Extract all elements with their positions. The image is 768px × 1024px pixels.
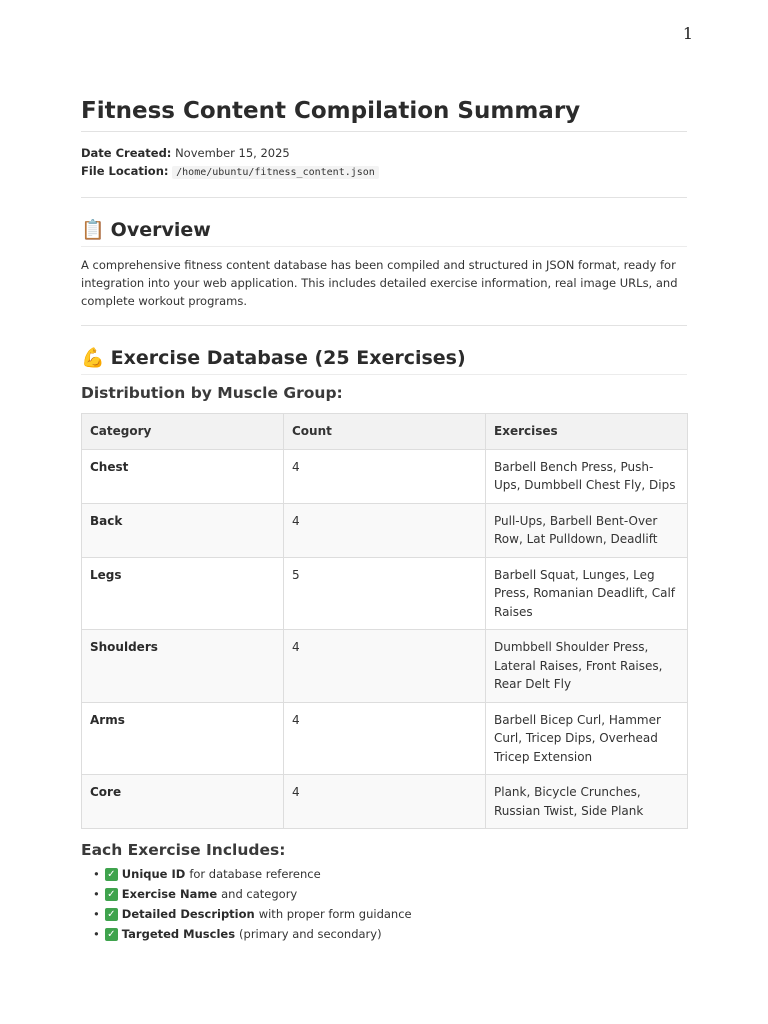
category-cell: Legs: [82, 557, 284, 630]
count-cell: 4: [284, 702, 486, 775]
exercises-cell: Dumbbell Shoulder Press, Lateral Raises, Front Raises, Rear Delt Fly: [486, 630, 688, 703]
includes-list: [81, 864, 687, 944]
category-cell: Shoulders: [82, 630, 284, 703]
date-created-line: [81, 144, 687, 162]
distribution-heading: Distribution by Muscle Group:: [81, 384, 343, 402]
page-number: 1: [682, 24, 693, 43]
count-cell: 4: [284, 449, 486, 503]
category-cell: Chest: [82, 449, 284, 503]
list-item: [81, 904, 687, 924]
exercises-cell: Barbell Bench Press, Push-Ups, Dumbbell Chest Fly, Dips: [486, 449, 688, 503]
clipboard-icon: 📋: [81, 219, 105, 241]
table-row: [82, 702, 688, 775]
section-divider: [81, 325, 687, 326]
bullet: •: [93, 927, 100, 941]
overview-text: A comprehensive fitness content database has been compiled and structured in JSON format, ready for integration into your web application. This includes detailed exercise information, real image URLs, and complete workout programs.: [81, 258, 678, 308]
bullet: •: [93, 867, 100, 881]
includes-heading: Each Exercise Includes:: [81, 841, 286, 859]
exercises-cell: Pull-Ups, Barbell Bent-Over Row, Lat Pulldown, Deadlift: [486, 503, 688, 557]
exercises-cell: Barbell Bicep Curl, Hammer Curl, Tricep Dips, Overhead Tricep Extension: [486, 702, 688, 775]
count-cell: 4: [284, 775, 486, 829]
list-item-bold: Exercise Name: [121, 887, 218, 901]
list-item: [81, 864, 687, 884]
check-mark-icon: ✓: [105, 868, 118, 881]
category-cell: Back: [82, 503, 284, 557]
exercises-cell: Barbell Squat, Lunges, Leg Press, Romanian Deadlift, Calf Raises: [486, 557, 688, 630]
list-item-text: and category: [221, 887, 298, 901]
table-row: [82, 449, 688, 503]
overview-heading: [81, 218, 687, 247]
count-cell: 4: [284, 503, 486, 557]
count-cell: 4: [284, 630, 486, 703]
table-row: [82, 557, 688, 630]
column-header-category: Category: [82, 414, 284, 450]
file-location-value: /home/ubuntu/fitness_content.json: [172, 166, 379, 179]
table-row: [82, 775, 688, 829]
document-body: [81, 98, 687, 944]
table-row: [82, 503, 688, 557]
check-mark-icon: ✓: [105, 908, 118, 921]
bullet: •: [93, 887, 100, 901]
exercise-database-heading: [81, 346, 687, 375]
date-created-value: November 15, 2025: [175, 146, 290, 160]
list-item-text: with proper form guidance: [258, 907, 412, 921]
column-header-count: Count: [284, 414, 486, 450]
list-item: [81, 884, 687, 904]
check-mark-icon: ✓: [105, 928, 118, 941]
exercises-cell: Plank, Bicycle Crunches, Russian Twist, Side Plank: [486, 775, 688, 829]
category-cell: Core: [82, 775, 284, 829]
list-item-bold: Detailed Description: [121, 907, 255, 921]
file-location-line: [81, 162, 687, 182]
page-title: Fitness Content Compilation Summary: [81, 98, 687, 132]
column-header-exercises: Exercises: [486, 414, 688, 450]
category-cell: Arms: [82, 702, 284, 775]
file-location-label: File Location:: [81, 164, 169, 178]
check-mark-icon: ✓: [105, 888, 118, 901]
section-divider: [81, 197, 687, 198]
exercise-database-heading-text: Exercise Database (25 Exercises): [110, 346, 466, 369]
count-cell: 5: [284, 557, 486, 630]
overview-heading-text: Overview: [110, 218, 211, 241]
table-row: [82, 630, 688, 703]
document-meta: [81, 144, 687, 182]
date-created-label: Date Created:: [81, 146, 172, 160]
table-header-row: [82, 414, 688, 450]
list-item: [81, 924, 687, 944]
list-item-bold: Targeted Muscles: [121, 927, 236, 941]
muscle-group-table: [81, 413, 688, 829]
bullet: •: [93, 907, 100, 921]
list-item-text: (primary and secondary): [239, 927, 382, 941]
flexed-biceps-icon: 💪: [81, 347, 105, 369]
list-item-text: for database reference: [189, 867, 321, 881]
list-item-bold: Unique ID: [121, 867, 186, 881]
